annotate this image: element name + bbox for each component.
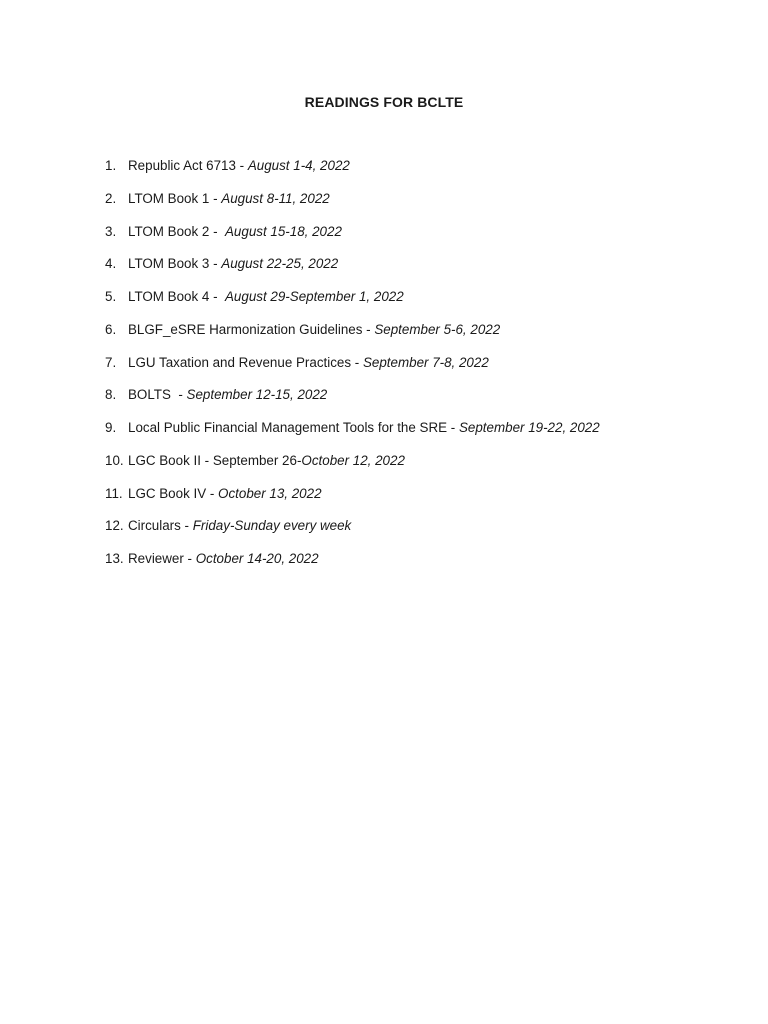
- list-item: [0, 484, 768, 517]
- item-title: Circulars -: [128, 518, 193, 534]
- item-text: [128, 484, 322, 504]
- item-date: August 29-September 1, 2022: [225, 289, 404, 304]
- item-title: Local Public Financial Management Tools for the SRE -: [128, 420, 459, 435]
- item-title: LTOM Book 1 -: [128, 190, 222, 206]
- item-number: 9.: [105, 420, 117, 435]
- item-title: LTOM Book 4 -: [128, 289, 225, 304]
- item-number: 3.: [105, 223, 117, 239]
- document-title: READINGS FOR BCLTE: [304, 94, 464, 110]
- list-item: [0, 549, 768, 582]
- item-title: Republic Act 6713 -: [128, 158, 248, 173]
- item-number: 13.: [105, 551, 124, 566]
- item-text: [128, 451, 405, 471]
- item-date: August 8-11, 2022: [221, 190, 330, 206]
- item-title: BOLTS -: [128, 387, 187, 403]
- readings-list: [0, 156, 768, 582]
- list-item: [0, 353, 768, 386]
- list-item: [0, 156, 768, 189]
- item-text: [128, 222, 342, 242]
- item-title: LGU Taxation and Revenue Practices -: [128, 354, 363, 370]
- item-title: LTOM Book 2 -: [128, 223, 225, 239]
- list-item: [0, 451, 768, 484]
- item-text: [128, 189, 330, 209]
- item-number: 1.: [105, 158, 117, 173]
- item-number: 5.: [105, 289, 117, 304]
- item-date: August 1-4, 2022: [247, 158, 350, 173]
- item-text: [128, 418, 600, 438]
- item-text: [128, 516, 351, 536]
- item-number: 11.: [105, 485, 123, 501]
- item-date: September 7-8, 2022: [362, 354, 489, 370]
- item-title: LGC Book II - September 26-: [128, 452, 302, 468]
- list-item: [0, 385, 768, 418]
- item-text: [128, 156, 350, 176]
- item-number: 12.: [105, 518, 124, 534]
- item-date: October 13, 2022: [218, 485, 322, 501]
- item-date: August 22-25, 2022: [221, 256, 339, 272]
- item-date: September 5-6, 2022: [374, 321, 501, 337]
- item-number: 2.: [105, 190, 117, 206]
- list-item: [0, 287, 768, 320]
- item-text: [128, 353, 489, 373]
- item-number: 4.: [105, 256, 117, 272]
- item-title: LTOM Book 3 -: [128, 256, 222, 272]
- item-text: [128, 385, 327, 405]
- item-number: 10.: [105, 452, 124, 468]
- item-text: [128, 549, 319, 569]
- item-title: LGC Book IV -: [128, 485, 219, 501]
- list-item: [0, 418, 768, 451]
- item-date: October 12, 2022: [301, 452, 405, 468]
- item-date: August 15-18, 2022: [225, 223, 342, 239]
- item-date: September 12-15, 2022: [186, 387, 328, 403]
- list-item: [0, 254, 768, 287]
- list-item: [0, 320, 768, 353]
- item-number: 7.: [105, 354, 117, 370]
- item-text: [128, 320, 500, 340]
- item-date: September 19-22, 2022: [458, 420, 600, 435]
- list-item: [0, 189, 768, 222]
- item-number: 8.: [105, 387, 117, 403]
- item-date: October 14-20, 2022: [195, 551, 319, 566]
- item-date: Friday-Sunday every week: [192, 518, 352, 534]
- list-item: [0, 516, 768, 549]
- item-text: [128, 287, 404, 307]
- item-number: 6.: [105, 321, 117, 337]
- item-title: BLGF_eSRE Harmonization Guidelines -: [128, 321, 375, 337]
- list-item: [0, 222, 768, 255]
- item-text: [128, 254, 338, 274]
- item-title: Reviewer -: [128, 551, 196, 566]
